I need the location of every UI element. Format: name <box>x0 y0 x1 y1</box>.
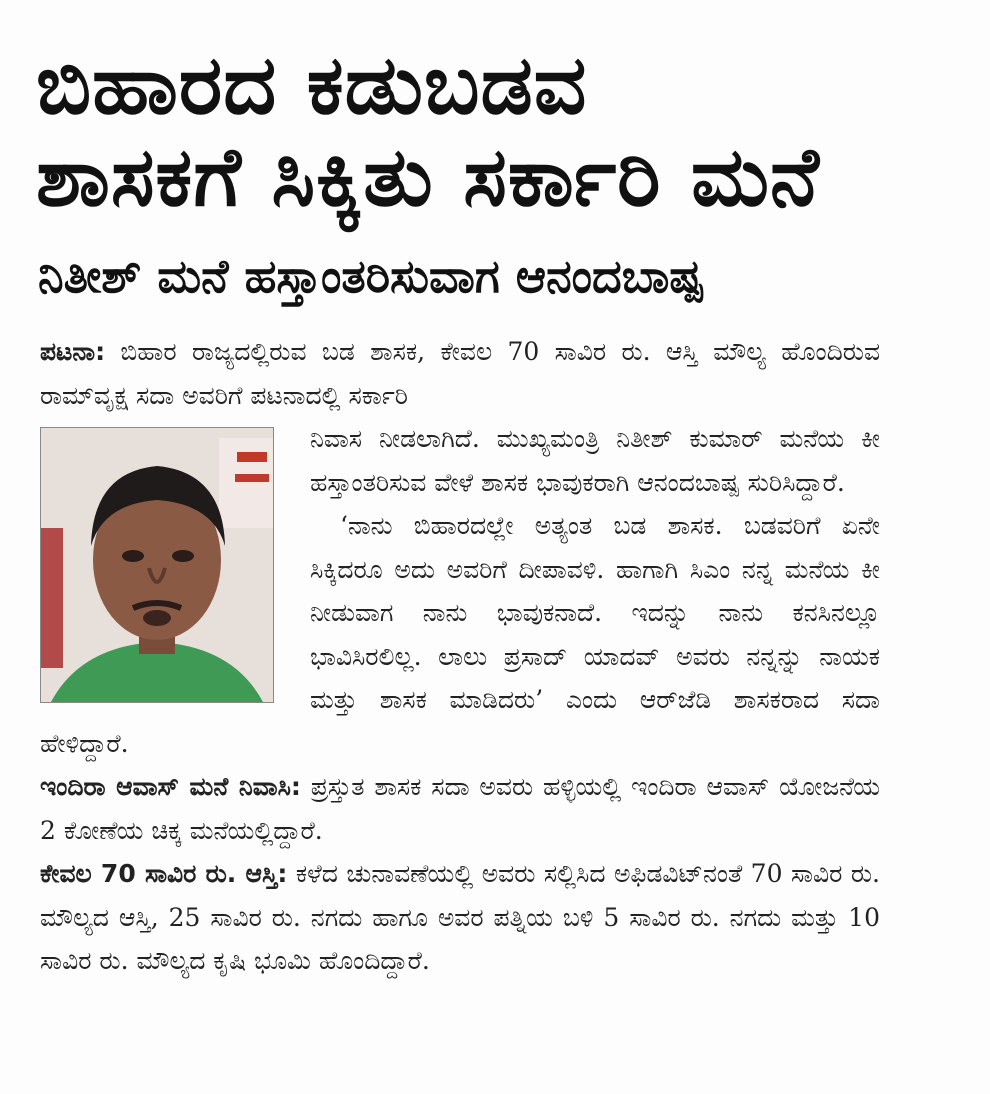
section-heading-assets: ಕೇವಲ 70 ಸಾವಿರ ರು. ಆಸ್ತಿ: <box>40 859 288 888</box>
article-paragraph-1b: ನಿವಾಸ ನೀಡಲಾಗಿದೆ. ಮುಖ್ಯಮಂತ್ರಿ ನಿತೀಶ್ ಕುಮಾರ್ ಮನೆಯ ಕೀ ಹಸ್ತಾಂತರಿಸುವ ವೇಳೆ ಶಾಸಕ ಭಾವುಕರಾಗಿ ಆನಂದಬಾಷ್ಪ ಸುರಿಸಿದ್ದಾರೆ. <box>310 424 880 497</box>
paragraph-text: ಪ್ರಸ್ತುತ ಶಾಸಕ ಸದಾ ಅವರು ಹಳ್ಳಿಯಲ್ಲಿ ಇಂದಿರಾ ಆವಾಸ್ ಯೋಜನೆಯ 2 ಕೋಣೆಯ ಚಿಕ್ಕ ಮನೆಯಲ್ಲಿದ್ದಾರೆ. <box>40 772 881 845</box>
article-paragraph-3 <box>40 765 880 852</box>
headline <box>36 40 936 224</box>
article-paragraph-4 <box>40 852 880 983</box>
dateline: ಪಟನಾ: <box>40 337 106 366</box>
paragraph-text: ಬಿಹಾರ ರಾಜ್ಯದಲ್ಲಿರುವ ಬಡ ಶಾಸಕ, ಕೇವಲ 70 ಸಾವಿರ ರು. ಆಸ್ತಿ ಮೌಲ್ಯ ಹೊಂದಿರುವ ರಾಮ್‌ವೃಕ್ಷ ಸದಾ ಅವರಿಗೆ ಪಟನಾದಲ್ಲಿ ಸರ್ಕಾರಿ <box>40 337 880 410</box>
article-paragraph-1a <box>40 330 880 417</box>
portrait-illustration <box>41 428 273 702</box>
article-body <box>40 330 880 983</box>
section-heading-indira-awas: ಇಂದಿರಾ ಆವಾಸ್ ಮನೆ ನಿವಾಸಿ: <box>40 772 301 801</box>
headline-line-2: ಶಾಸಕಗೆ ಸಿಕ್ಕಿತು ಸರ್ಕಾರಿ ಮನೆ <box>36 130 820 225</box>
paragraph-text: ಕಳೆದ ಚುನಾವಣೆಯಲ್ಲಿ ಅವರು ಸಲ್ಲಿಸಿದ ಅಫಿಡವಿಟ್‌ನಂತೆ 70 ಸಾವಿರ ರು. ಮೌಲ್ಯದ ಆಸ್ತಿ, 25 ಸಾವಿರ ರು. ನಗದು ಹಾಗೂ ಅವರ ಪತ್ನಿಯ ಬಳಿ 5 ಸಾವಿರ ರು. ನಗದು ಮತ್ತು 10 ಸಾವಿರ ರು. ಮೌಲ್ಯದ ಕೃಷಿ ಭೂಮಿ ಹೊಂದಿದ್ದಾರೆ. <box>40 859 881 975</box>
mla-photo <box>40 427 274 703</box>
article-paragraph-2: ‘ನಾನು ಬಿಹಾರದಲ್ಲೇ ಅತ್ಯಂತ ಬಡ ಶಾಸಕ. ಬಡವರಿಗೆ ಏನೇ ಸಿಕ್ಕಿದರೂ ಅದು ಅವರಿಗೆ ದೀಪಾವಳಿ. ಹಾಗಾಗಿ ಸಿಎಂ ನನ್ನ ಮನೆಯ ಕೀ ನೀಡುವಾಗ ನಾನು ಭಾವುಕನಾದೆ. ಇದನ್ನು ನಾನು ಕನಸಿನಲ್ಲೂ ಭಾವಿಸಿರಲಿಲ್ಲ. ಲಾಲು ಪ್ರಸಾದ್ ಯಾದವ್ ಅವರು ನನ್ನನ್ನು ನಾಯಕ ಮತ್ತು ಶಾಸಕ ಮಾಡಿದರು’ ಎಂದು ಆರ್‌ಜೆಡಿ ಶಾಸಕರಾದ ಸದಾ ಹೇಳಿದ್ದಾರೆ. <box>40 511 880 758</box>
subheadline: ನಿತೀಶ್ ಮನೆ ಹಸ್ತಾಂತರಿಸುವಾಗ ಆನಂದಬಾಷ್ಪ <box>38 249 705 303</box>
headline-line-1: ಬಿಹಾರದ ಕಡುಬಡವ <box>36 38 588 133</box>
